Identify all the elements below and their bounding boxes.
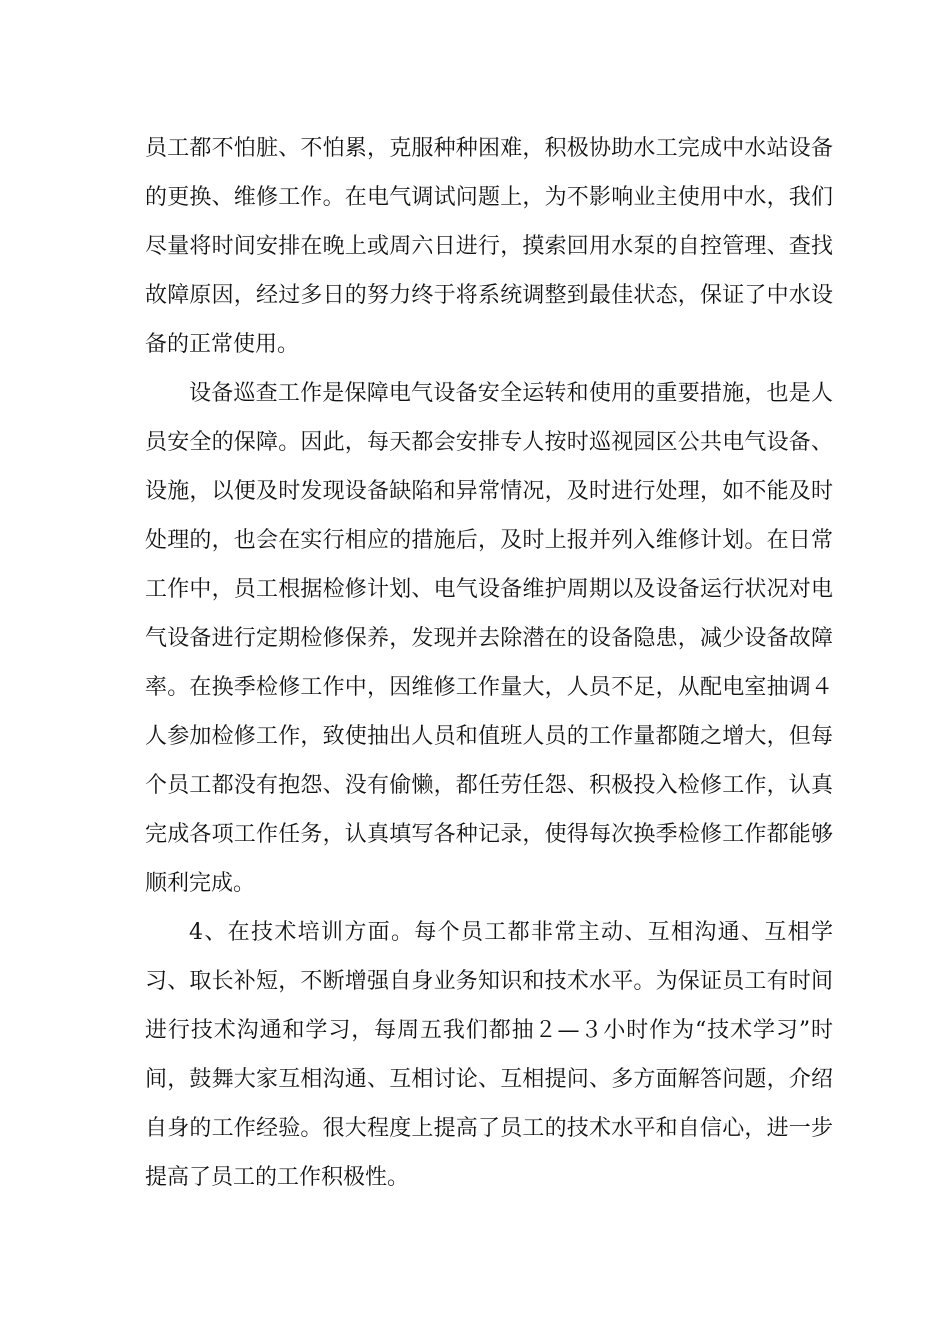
document-body — [145, 124, 833, 1202]
paragraph-1: 员工都不怕脏、不怕累，克服种种困难，积极协助水工完成中水站设备的更换、维修工作。在电气调试问题上，为不影响业主使用中水，我们尽量将时间安排在晚上或周六日进行，摸索回用水泵的自控管理、查找故障原因，经过多日的努力终于将系统调整到最佳状态，保证了中水设备的正常使用。 — [145, 136, 833, 357]
paragraph-3: 4、在技术培训方面。每个员工都非常主动、互相沟通、互相学习、取长补短，不断增强自身业务知识和技术水平。为保证员工有时间进行技术沟通和学习，每周五我们都抽２—３小时作为“技术学习”时间，鼓舞大家互相沟通、互相讨论、互相提问、多方面解答问题，介绍自身的工作经验。很大程度上提高了员工的技术水平和自信心，进一步提高了员工的工作积极性。 — [145, 920, 833, 1190]
paragraph-2: 设备巡查工作是保障电气设备安全运转和使用的重要措施，也是人员安全的保障。因此，每天都会安排专人按时巡视园区公共电气设备、设施，以便及时发现设备缺陷和异常情况，及时进行处理，如不能及时处理的，也会在实行相应的措施后，及时上报并列入维修计划。在日常工作中，员工根据检修计划、电气设备维护周期以及设备运行状况对电气设备进行定期检修保养，发现并去除潜在的设备隐患，减少设备故障率。在换季检修工作中，因维修工作量大，人员不足，从配电室抽调４人参加检修工作，致使抽出人员和值班人员的工作量都随之增大，但每个员工都没有抱怨、没有偷懒，都任劳任怨、积极投入检修工作，认真完成各项工作任务，认真填写各种记录，使得每次换季检修工作都能够顺利完成。 — [145, 381, 833, 896]
